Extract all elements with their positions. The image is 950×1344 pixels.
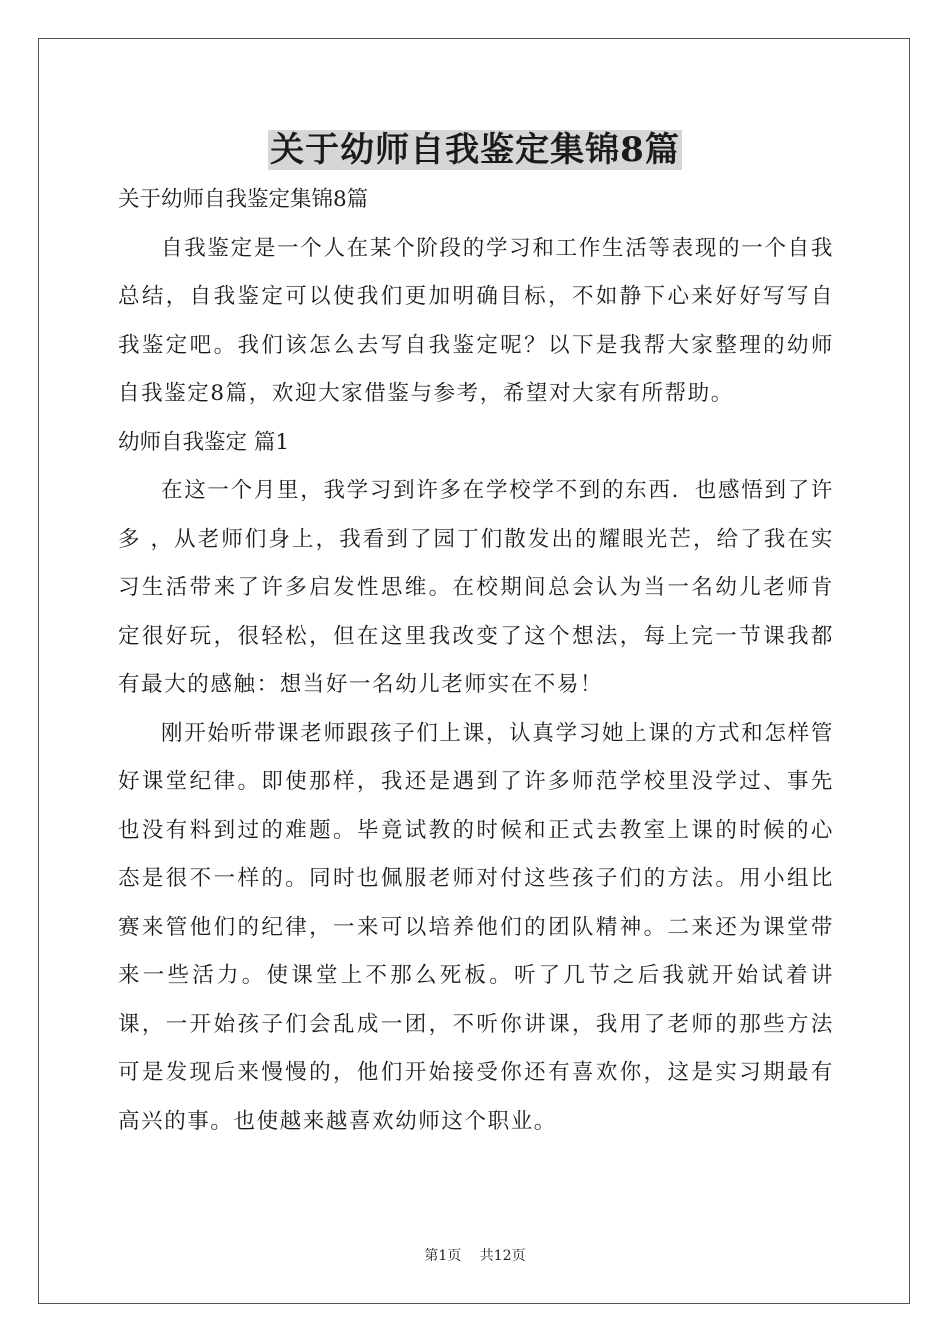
document-body	[118, 176, 834, 1146]
document-title-text: 关于幼师自我鉴定集锦8篇	[270, 130, 680, 170]
page-number: 第1页	[424, 1248, 462, 1264]
intro-paragraph: 自我鉴定是一个人在某个阶段的学习和工作生活等表现的一个自我总结，自我鉴定可以使我们更加明确目标，不如静下心来好好写写自我鉴定吧。我们该怎么去写自我鉴定呢？以下是我帮大家整理的幼师自我鉴定8篇，欢迎大家借鉴与参考，希望对大家有所帮助。	[118, 235, 834, 406]
section-heading: 幼师自我鉴定 篇1	[118, 429, 290, 455]
body-paragraph-2: 刚开始听带课老师跟孩子们上课，认真学习她上课的方式和怎样管好课堂纪律。即使那样，我还是遇到了许多师范学校里没学过、事先也没有料到过的难题。毕竟试教的时候和正式去教室上课的时候的心态是很不一样的。同时也佩服老师对付这些孩子们的方法。用小组比赛来管他们的纪律，一来可以培养他们的团队精神。二来还为课堂带来一些活力。使课堂上不那么死板。听了几节之后我就开始试着讲课，一开始孩子们会乱成一团，不听你讲课，我用了老师的那些方法可是发现后来慢慢的，他们开始接受你还有喜欢你，这是实习期最有高兴的事。也使越来越喜欢幼师这个职业。	[118, 720, 834, 1134]
document-subtitle: 关于幼师自我鉴定集锦8篇	[118, 187, 369, 212]
page-footer	[0, 1245, 950, 1265]
body-paragraph-1: 在这一个月里，我学习到许多在学校学不到的东西．也感悟到了许多 ，从老师们身上，我看到了园丁们散发出的耀眼光芒，给了我在实习生活带来了许多启发性思维。在校期间总会认为当一名幼儿老师肯定很好玩，很轻松，但在这里我改变了这个想法，每上完一节课我都有最大的感触：想当好一名幼儿老师实在不易！	[118, 478, 834, 697]
document-title	[0, 128, 950, 172]
page-total: 共12页	[479, 1248, 526, 1264]
